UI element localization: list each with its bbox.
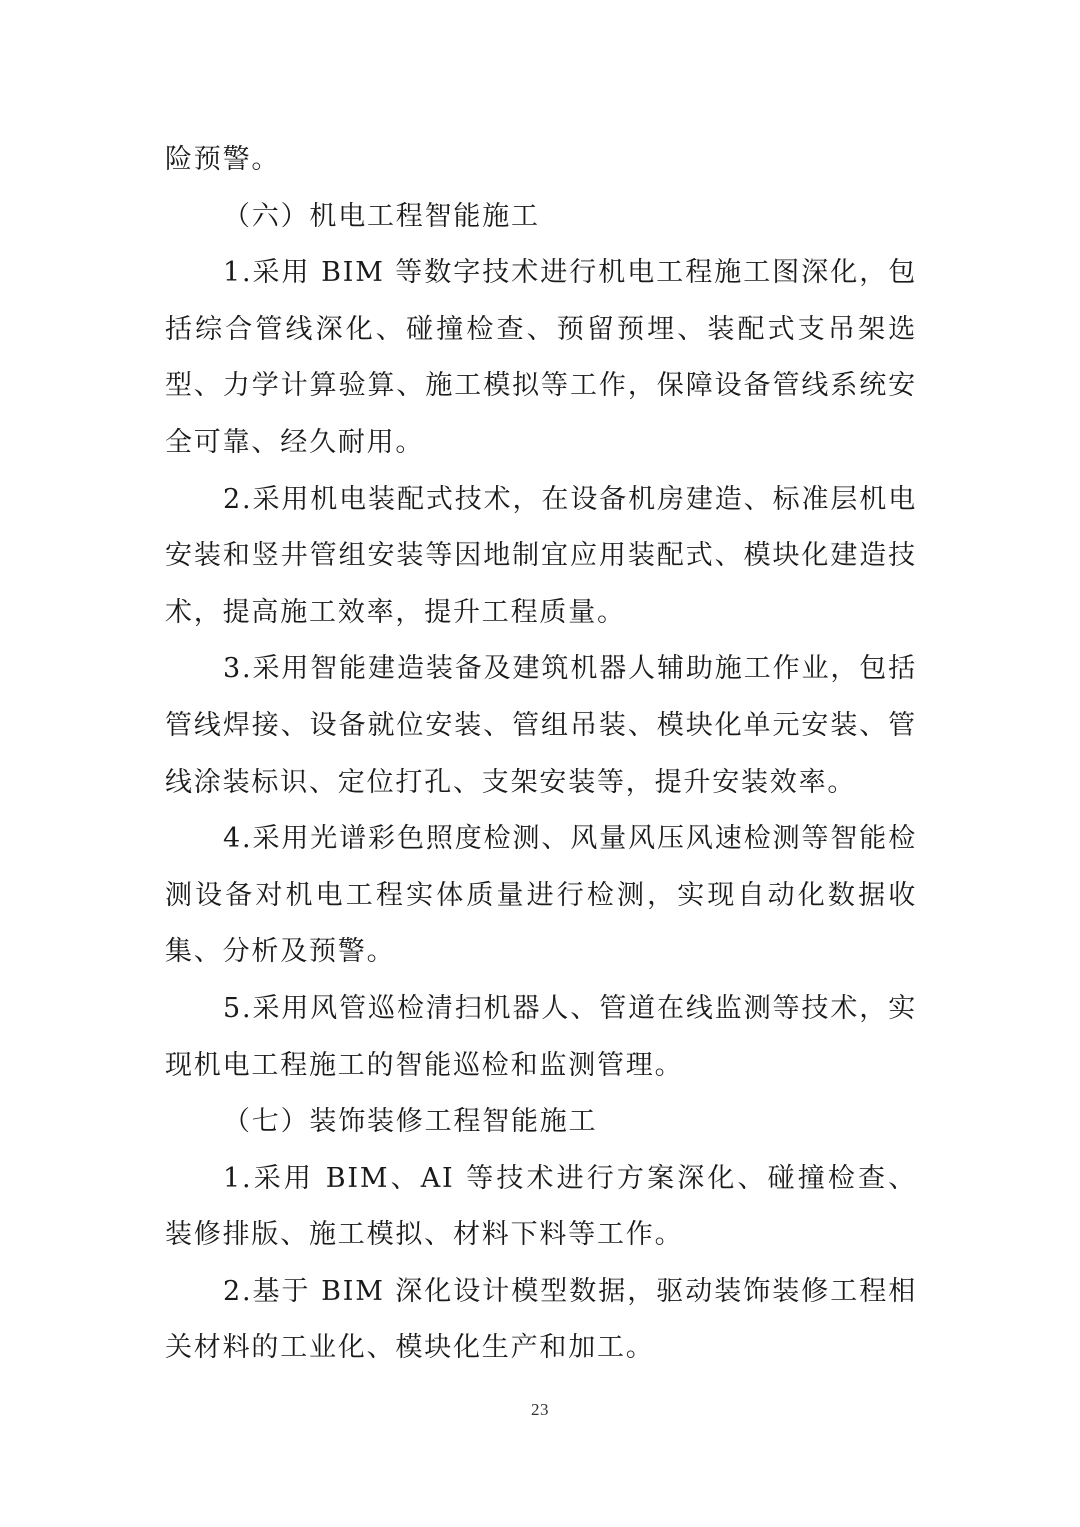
paragraph-item: 3.采用智能建造装备及建筑机器人辅助施工作业，包括管线焊接、设备就位安装、管组吊装、模块化单元安装、管线涂装标识、定位打孔、支架安装等，提升安装效率。 [165, 653, 917, 798]
document-body [165, 132, 917, 1377]
paragraph-item: 2.采用机电装配式技术，在设备机房建造、标准层机电安装和竖井管组安装等因地制宜应用装配式、模块化建造技术，提高施工效率，提升工程质量。 [165, 483, 917, 628]
paragraph-continuation: 险预警。 [165, 144, 281, 175]
paragraph-item: 4.采用光谱彩色照度检测、风量风压风速检测等智能检测设备对机电工程实体质量进行检测，实现自动化数据收集、分析及预警。 [165, 823, 917, 968]
paragraph-item: 1.采用 BIM、AI 等技术进行方案深化、碰撞检查、装修排版、施工模拟、材料下料等工作。 [165, 1162, 917, 1251]
section-heading-6: （六）机电工程智能施工 [223, 200, 540, 232]
section-heading-7: （七）装饰装修工程智能施工 [223, 1106, 598, 1138]
page-number: 23 [531, 1400, 549, 1419]
paragraph-item: 2.基于 BIM 深化设计模型数据，驱动装饰装修工程相关材料的工业化、模块化生产和加工。 [165, 1275, 917, 1364]
paragraph-item: 5.采用风管巡检清扫机器人、管道在线监测等技术，实现机电工程施工的智能巡检和监测管理。 [165, 992, 917, 1081]
paragraph-item: 1.采用 BIM 等数字技术进行机电工程施工图深化，包括综合管线深化、碰撞检查、预留预埋、装配式支吊架选型、力学计算验算、施工模拟等工作，保障设备管线系统安全可靠、经久耐用。 [165, 257, 917, 458]
